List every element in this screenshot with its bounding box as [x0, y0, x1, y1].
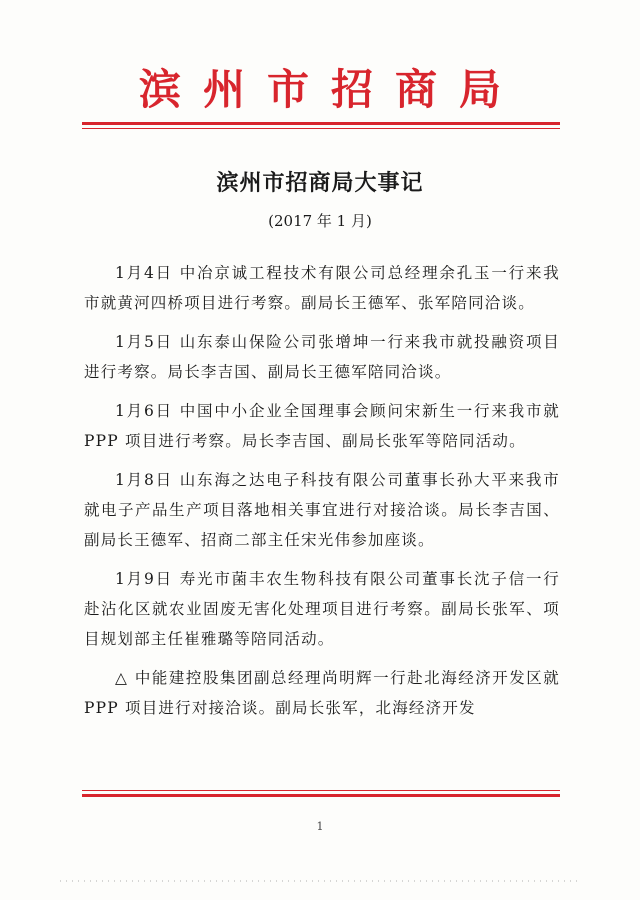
event-paragraph: 1月4日 中冶京诚工程技术有限公司总经理余孔玉一行来我市就黄河四桥项目进行考察。副局长王德军、张军陪同洽谈。: [84, 264, 560, 312]
footer-rule-thin: [82, 790, 560, 791]
event-paragraph: 1月5日 山东泰山保险公司张增坤一行来我市就投融资项目进行考察。局长李吉国、副局长王德军陪同洽谈。: [84, 333, 560, 381]
document-body: [84, 258, 560, 732]
page-number: 1: [316, 820, 324, 833]
document-subtitle: (2017 年 1 月): [268, 212, 372, 230]
document-title: 滨州市招商局大事记: [216, 170, 424, 196]
event-paragraph: 1月8日 山东海之达电子科技有限公司董事长孙大平来我市就电子产品生产项目落地相关事宜进行对接洽谈。局长李吉国、副局长王德军、招商二部主任宋光伟参加座谈。: [84, 471, 560, 549]
footer-rule-thick: [82, 794, 560, 797]
scan-artifact: [60, 880, 580, 882]
masthead-rule-thick: [82, 122, 560, 125]
event-paragraph: △ 中能建控股集团副总经理尚明辉一行赴北海经济开发区就 PPP 项目进行对接洽谈。副局长张军，北海经济开发: [84, 669, 560, 717]
event-paragraph: 1月6日 中国中小企业全国理事会顾问宋新生一行来我市就 PPP 项目进行考察。局长李吉国、副局长张军等陪同活动。: [84, 402, 560, 450]
masthead-org-name: 滨州市招商局: [138, 65, 523, 114]
masthead-rule-thin: [82, 128, 560, 129]
event-paragraph: 1月9日 寿光市菌丰农生物科技有限公司董事长沈子信一行赴沾化区就农业固废无害化处理项目进行考察。副局长张军、项目规划部主任崔雅璐等陪同活动。: [84, 570, 560, 648]
